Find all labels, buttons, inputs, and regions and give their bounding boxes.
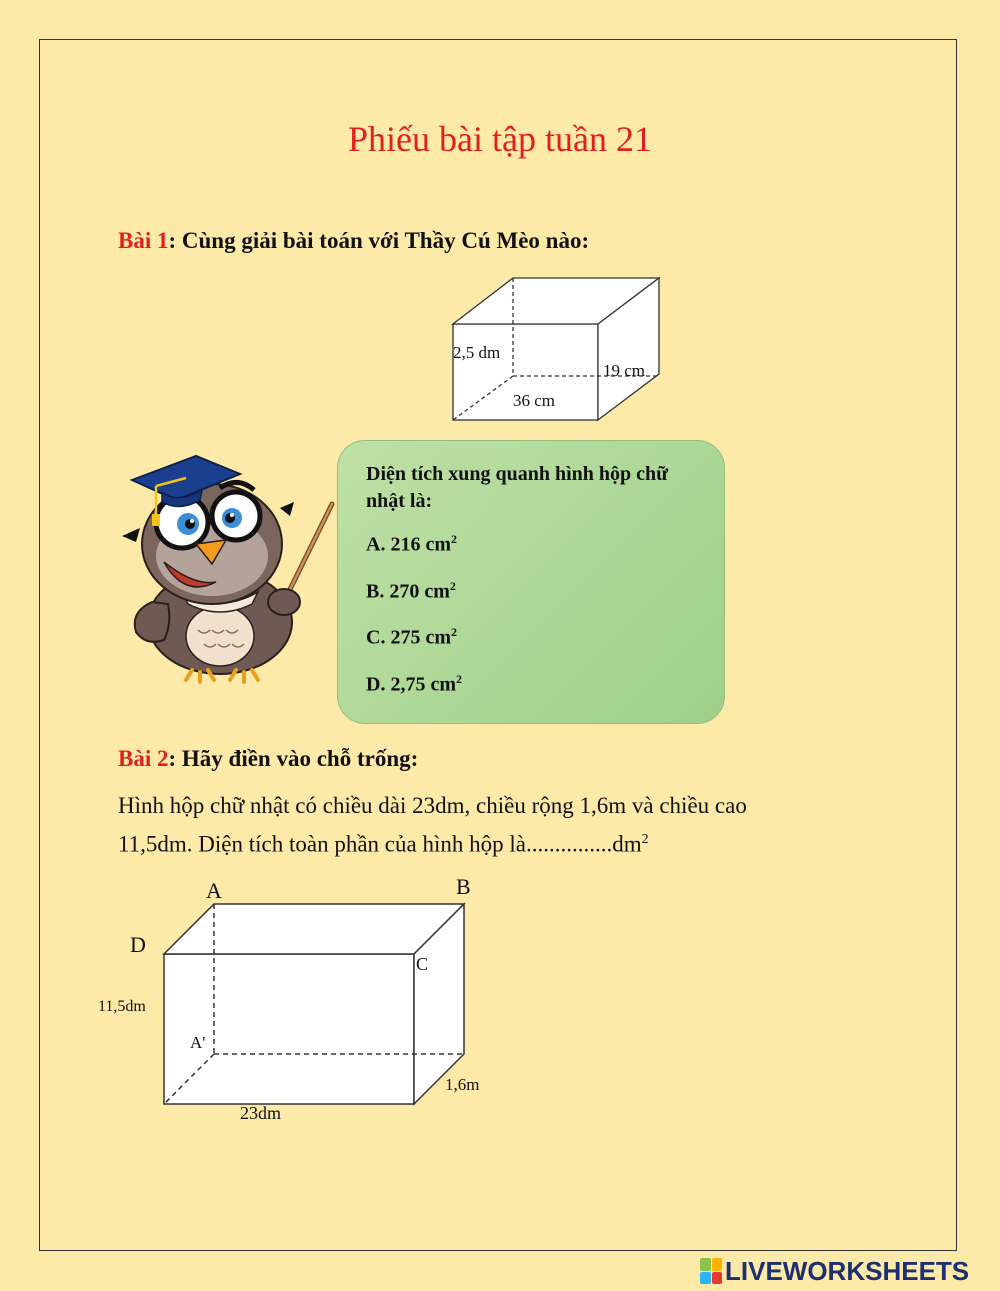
option-c[interactable] xyxy=(366,620,696,650)
liveworksheets-logo xyxy=(700,1255,969,1287)
option-a-text: A. 216 cm xyxy=(366,533,451,556)
vertex-b-label: B xyxy=(456,874,471,899)
paragraph-line-2[interactable] xyxy=(118,822,878,861)
option-b-sup: 2 xyxy=(449,578,456,593)
exercise-2-heading xyxy=(118,746,418,772)
exercise-1-text: : Cùng giải bài toán với Thầy Cú Mèo nào: xyxy=(168,228,590,253)
option-a-sup: 2 xyxy=(450,532,457,546)
page-title: Phiếu bài tập tuần 21 xyxy=(348,119,652,159)
option-a[interactable] xyxy=(366,527,696,557)
box-figure-2 xyxy=(90,870,510,1132)
logo-wordmark: LIVEWORKSHEETS xyxy=(725,1255,970,1286)
option-c-text: C. 275 cm xyxy=(366,626,451,649)
paragraph-line-2-text: 11,5dm. Diện tích toàn phần của hình hộp là...............dm xyxy=(118,831,642,857)
box-figure-1 xyxy=(445,272,670,430)
box2-width-label: 1,6m xyxy=(445,1075,480,1094)
exercise-2-text: : Hãy điền vào chỗ trống: xyxy=(168,746,419,771)
owl-teacher-illustration xyxy=(112,452,344,684)
question-text: Diện tích xung quanh hình hộp chữ nhật là: xyxy=(366,463,669,512)
option-d-sup: 2 xyxy=(455,671,462,686)
exercise-2-label: Bài 2 xyxy=(118,746,169,771)
option-d-text: D. 2,75 cm xyxy=(366,673,456,696)
box2-height-label: 11,5dm xyxy=(98,998,146,1015)
exercise-1-heading xyxy=(118,228,589,254)
box1-length-label: 36 cm xyxy=(513,391,556,410)
vertex-a-prime-label: A' xyxy=(190,1033,206,1052)
paragraph-line-1: Hình hộp chữ nhật có chiều dài 23dm, chiều rộng 1,6m và chiều cao xyxy=(118,793,747,818)
exercise-1-label: Bài 1 xyxy=(118,228,169,253)
exercise-2-paragraph xyxy=(118,789,878,861)
option-b[interactable] xyxy=(366,574,696,604)
box2-length-label: 23dm xyxy=(240,1103,282,1123)
box1-height-label: 2,5 dm xyxy=(453,343,501,362)
vertex-c-label: C xyxy=(416,954,429,974)
vertex-a-label: A xyxy=(206,878,222,903)
box1-depth-label: 19 cm xyxy=(603,361,646,380)
vertex-d-label: D xyxy=(130,932,146,957)
option-d[interactable] xyxy=(366,667,696,697)
paragraph-line-2-sup: 2 xyxy=(641,831,649,846)
option-c-sup: 2 xyxy=(450,625,457,640)
option-b-text: B. 270 cm xyxy=(366,580,450,603)
question-bubble xyxy=(337,440,725,724)
logo-mark-icon xyxy=(700,1258,722,1284)
